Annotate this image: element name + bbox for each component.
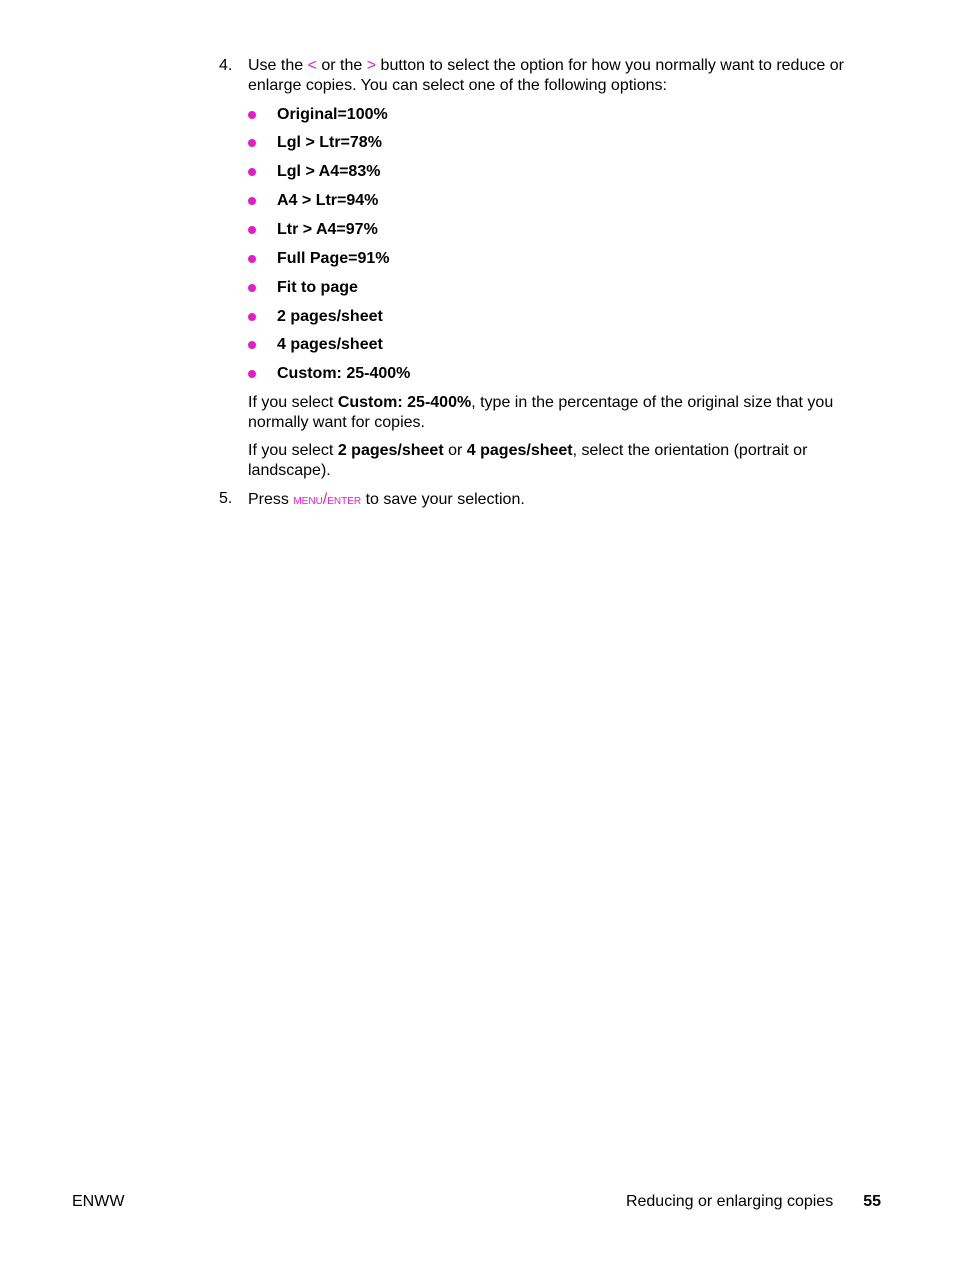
page-number: 55 (863, 1193, 881, 1210)
step-text: Use the < or the > button to select the option for how you normally want to reduce or enlarge copies. You can select one of the following options: (248, 57, 844, 94)
key-separator: / (322, 491, 328, 508)
step-text: Press menu/enter to save your selection. (248, 491, 525, 508)
step-number: 5. (219, 490, 233, 507)
left-arrow-key: < (307, 57, 317, 74)
right-arrow-key: > (366, 57, 377, 74)
enter-key: enter (327, 491, 362, 507)
bullet-icon (248, 255, 256, 263)
menu-key: menu (293, 491, 323, 507)
bullet-icon (248, 197, 256, 205)
custom-note: If you select Custom: 25-400%, type in the percentage of the original size that you normally want for copies. (248, 394, 834, 431)
bullet-icon (248, 370, 256, 378)
bullet-icon (248, 139, 256, 147)
pages-note: If you select 2 pages/sheet or 4 pages/sheet, select the orientation (portrait or landscape). (248, 442, 808, 479)
bullet-icon (248, 168, 256, 176)
footer-left-label: ENWW (72, 1193, 125, 1210)
bullet-icon (248, 111, 256, 119)
footer-right (626, 1192, 881, 1212)
bullet-icon (248, 313, 256, 321)
step-number: 4. (219, 57, 233, 74)
bullet-icon (248, 341, 256, 349)
bullet-icon (248, 284, 256, 292)
section-title: Reducing or enlarging copies (625, 1193, 834, 1210)
bullet-icon (248, 226, 256, 234)
